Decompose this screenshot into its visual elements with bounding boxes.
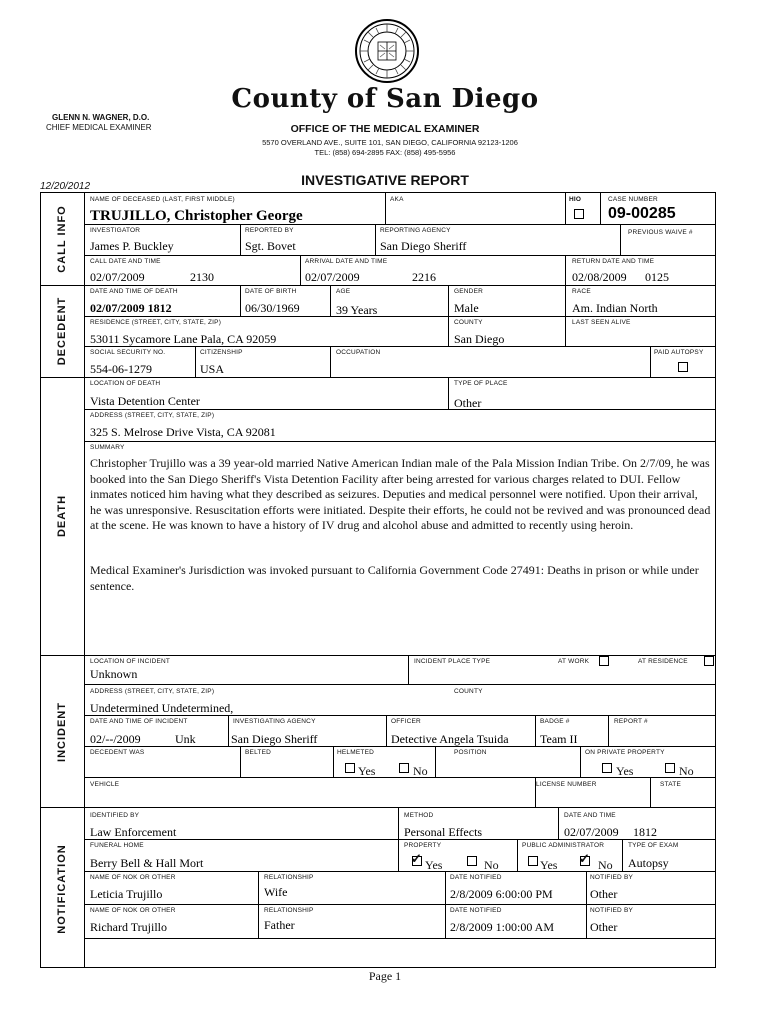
state-label: STATE bbox=[660, 781, 681, 788]
pa-no-check-mark: ✓ bbox=[579, 851, 590, 866]
death-address-value: 325 S. Melrose Drive Vista, CA 92081 bbox=[90, 425, 276, 439]
nok-2-date: 2/8/2009 1:00:00 AM bbox=[450, 920, 555, 934]
nok-1-label: NAME OF NOK OR OTHER bbox=[90, 874, 176, 881]
exam-type-value: Autopsy bbox=[628, 856, 669, 870]
row-line bbox=[84, 409, 716, 410]
section-decedent: DECEDENT bbox=[56, 296, 68, 366]
cell-line bbox=[408, 655, 409, 684]
row-line bbox=[84, 938, 716, 939]
section-incident: INCIDENT bbox=[56, 702, 68, 762]
cell-line bbox=[435, 746, 436, 777]
funeral-home-label: FUNERAL HOME bbox=[90, 842, 144, 849]
cell-line bbox=[558, 807, 559, 839]
gender-label: GENDER bbox=[454, 288, 484, 295]
incident-place-type-label: INCIDENT PLACE TYPE bbox=[414, 658, 491, 665]
hio-checkbox[interactable] bbox=[574, 209, 584, 219]
summary-label: SUMMARY bbox=[90, 444, 125, 451]
hio-label: HIO bbox=[569, 196, 582, 203]
public-administrator-label: PUBLIC ADMINISTRATOR bbox=[522, 842, 605, 849]
investigating-agency-label: INVESTIGATING AGENCY bbox=[233, 718, 316, 725]
race-value: Am. Indian North bbox=[572, 301, 658, 315]
cell-line bbox=[240, 746, 241, 777]
nok-1-date-label: DATE NOTIFIED bbox=[450, 874, 502, 881]
call-date: 02/07/2009 bbox=[90, 270, 145, 284]
position-label: POSITION bbox=[454, 749, 487, 756]
cell-line bbox=[620, 224, 621, 255]
license-label: LICENSE NUMBER bbox=[536, 781, 597, 788]
belted-label: BELTED bbox=[245, 749, 272, 756]
at-work-label: AT WORK bbox=[558, 658, 590, 665]
gender-value: Male bbox=[454, 301, 479, 315]
page-number: Page 1 bbox=[368, 969, 402, 983]
incident-time: Unk bbox=[175, 732, 196, 746]
summary-paragraph-1: Christopher Trujillo was a 39 year-old married Native American Indian male of the Pala Mission Indian Tribe. On 2/7/09, he was booked into the San Diego Sheriff's Vista Detention Facility after being arrested for various charges related to DUI. Fellow inmates noticed him having what they described as seizures. Deputies and medical personnel were notified. Upon their arrival, he was unresponsive. Resuscitation efforts were initiated. Despite their efforts, he could not be revived and was pronounced dead at the scene. He was known to have a history of IV drug and alcohol abuse and admitted to recently using heroin. bbox=[90, 456, 711, 532]
last-seen-label: LAST SEEN ALIVE bbox=[572, 319, 631, 326]
cell-line bbox=[650, 346, 651, 377]
nok-1-by: Other bbox=[590, 887, 618, 901]
section-divider bbox=[84, 192, 85, 968]
pa-yes-text: Yes bbox=[540, 858, 558, 872]
private-property-no-text: No bbox=[679, 764, 694, 778]
return-date: 02/08/2009 bbox=[572, 270, 627, 284]
cell-line bbox=[650, 777, 651, 807]
reporting-agency-label: REPORTING AGENCY bbox=[380, 227, 451, 234]
incident-address-value: Undetermined Undetermined, bbox=[90, 701, 234, 715]
cell-line bbox=[448, 377, 449, 409]
citizenship-value: USA bbox=[200, 362, 225, 376]
cell-line bbox=[517, 839, 518, 871]
aka-label: AKA bbox=[390, 196, 404, 203]
private-property-no-checkbox[interactable] bbox=[665, 763, 675, 773]
identified-by-label: IDENTIFIED BY bbox=[90, 812, 140, 819]
deceased-name: TRUJILLO, Christopher George bbox=[90, 208, 303, 224]
section-call-info: CALL INFO bbox=[56, 205, 68, 273]
nok-2-date-label: DATE NOTIFIED bbox=[450, 907, 502, 914]
cell-line bbox=[398, 807, 399, 839]
dob-label: DATE OF BIRTH bbox=[245, 288, 297, 295]
private-property-label: ON PRIVATE PROPERTY bbox=[585, 749, 665, 756]
county-label: COUNTY bbox=[454, 319, 483, 326]
method-value: Personal Effects bbox=[404, 825, 483, 839]
paid-autopsy-label: PAID AUTOPSY bbox=[654, 349, 704, 356]
county-title: County of San Diego bbox=[231, 84, 539, 114]
cell-line bbox=[565, 285, 566, 316]
cell-line bbox=[385, 192, 386, 224]
property-no-checkbox[interactable] bbox=[467, 856, 477, 866]
method-label: METHOD bbox=[404, 812, 434, 819]
helmeted-label: HELMETED bbox=[337, 749, 374, 756]
case-number-label: CASE NUMBER bbox=[608, 196, 658, 203]
cell-line bbox=[535, 715, 536, 746]
ssn-value: 554-06-1279 bbox=[90, 362, 152, 376]
residence-value: 53011 Sycamore Lane Pala, CA 92059 bbox=[90, 332, 277, 346]
at-residence-label: AT RESIDENCE bbox=[638, 658, 688, 665]
age-label: AGE bbox=[336, 288, 351, 295]
cell-line bbox=[565, 192, 566, 224]
office-title: OFFICE OF THE MEDICAL EXAMINER bbox=[290, 123, 480, 135]
nok-2-by: Other bbox=[590, 920, 618, 934]
cell-line bbox=[448, 285, 449, 316]
nok-1-by-label: NOTIFIED BY bbox=[590, 874, 634, 881]
age-value: 39 Years bbox=[336, 303, 378, 317]
print-date: 12/20/2012 bbox=[40, 181, 91, 192]
cell-line bbox=[608, 715, 609, 746]
cell-line bbox=[330, 346, 331, 377]
case-number: 09-00285 bbox=[608, 205, 676, 222]
section-notification: NOTIFICATION bbox=[56, 844, 68, 934]
row-line bbox=[84, 904, 716, 905]
helmeted-no-checkbox[interactable] bbox=[399, 763, 409, 773]
officer-label: OFFICER bbox=[391, 718, 421, 725]
pa-no-text: No bbox=[598, 858, 613, 872]
pa-yes-checkbox[interactable] bbox=[528, 856, 538, 866]
property-yes-text: Yes bbox=[425, 858, 443, 872]
cell-line bbox=[600, 192, 601, 224]
return-label: RETURN DATE AND TIME bbox=[572, 258, 655, 265]
nok-2-label: NAME OF NOK OR OTHER bbox=[90, 907, 176, 914]
section-line bbox=[40, 655, 716, 656]
nok-2-relationship-label: RELATIONSHIP bbox=[264, 907, 314, 914]
cell-line bbox=[565, 316, 566, 346]
nok-1-relationship: Wife bbox=[264, 885, 288, 899]
property-label: PROPERTY bbox=[404, 842, 442, 849]
call-time: 2130 bbox=[190, 270, 214, 284]
row-line bbox=[84, 346, 716, 347]
cell-line bbox=[622, 839, 623, 871]
property-no-text: No bbox=[484, 858, 499, 872]
cell-line bbox=[228, 715, 229, 746]
row-line bbox=[84, 684, 716, 685]
row-line bbox=[84, 255, 716, 256]
reported-by-value: Sgt. Bovet bbox=[245, 239, 296, 253]
type-place-label: TYPE OF PLACE bbox=[454, 380, 508, 387]
nok-1-name: Leticia Trujillo bbox=[90, 887, 163, 901]
private-property-yes-text: Yes bbox=[616, 764, 634, 778]
report-number-label: REPORT # bbox=[614, 718, 648, 725]
section-line bbox=[40, 285, 716, 286]
office-address: 5570 OVERLAND AVE., SUITE 101, SAN DIEGO, CALIFORNIA 92123-1206 bbox=[262, 138, 518, 147]
examiner-name: GLENN N. WAGNER, D.O. bbox=[52, 113, 150, 122]
examiner-title: CHIEF MEDICAL EXAMINER bbox=[46, 123, 152, 132]
name-label: NAME OF DECEASED (LAST, FIRST MIDDLE) bbox=[90, 196, 235, 203]
exam-type-label: TYPE OF EXAM bbox=[628, 842, 679, 849]
nok-2-by-label: NOTIFIED BY bbox=[590, 907, 634, 914]
report-title: INVESTIGATIVE REPORT bbox=[301, 172, 469, 188]
summary-paragraph-2: Medical Examiner's Jurisdiction was invoked pursuant to California Government Code 27491: Deaths in prison or while under sentence. bbox=[90, 563, 699, 593]
badge-label: BADGE # bbox=[540, 718, 570, 725]
funeral-home-value: Berry Bell & Hall Mort bbox=[90, 856, 204, 870]
row-line bbox=[84, 715, 716, 716]
cell-line bbox=[333, 746, 334, 777]
reporting-agency-value: San Diego Sheriff bbox=[380, 239, 467, 253]
dob-value: 06/30/1969 bbox=[245, 301, 300, 315]
cell-line bbox=[448, 316, 449, 346]
nok-2-relationship: Father bbox=[264, 918, 295, 932]
citizenship-label: CITIZENSHIP bbox=[200, 349, 243, 356]
incident-date: 02/--/2009 bbox=[90, 732, 141, 746]
race-label: RACE bbox=[572, 288, 591, 295]
residence-label: RESIDENCE (STREET, CITY, STATE, ZIP) bbox=[90, 319, 222, 326]
at-work-checkbox[interactable] bbox=[599, 656, 609, 666]
cell-line bbox=[330, 285, 331, 316]
cell-line bbox=[386, 715, 387, 746]
row-line bbox=[84, 871, 716, 872]
row-line bbox=[84, 777, 716, 778]
row-line bbox=[84, 441, 716, 442]
incident-location-value: Unknown bbox=[90, 667, 138, 681]
call-dt-label: CALL DATE AND TIME bbox=[90, 258, 161, 265]
cell-line bbox=[195, 346, 196, 377]
identified-by-value: Law Enforcement bbox=[90, 825, 177, 839]
county-value: San Diego bbox=[454, 332, 505, 346]
office-phones: TEL: (858) 694-2895 FAX: (858) 495-5956 bbox=[314, 148, 456, 157]
section-line bbox=[40, 807, 716, 808]
investigator-label: INVESTIGATOR bbox=[90, 227, 141, 234]
occupation-label: OCCUPATION bbox=[336, 349, 381, 356]
nok-2-name: Richard Trujillo bbox=[90, 920, 168, 934]
death-dt-value: 02/07/2009 1812 bbox=[90, 301, 172, 315]
arrival-time: 2216 bbox=[412, 270, 436, 284]
paid-autopsy-checkbox[interactable] bbox=[678, 362, 688, 372]
officer-value: Detective Angela Tsuida bbox=[391, 732, 509, 746]
incident-location-label: LOCATION OF INCIDENT bbox=[90, 658, 171, 665]
nok-1-relationship-label: RELATIONSHIP bbox=[264, 874, 314, 881]
death-location-value: Vista Detention Center bbox=[90, 394, 200, 408]
section-line bbox=[40, 377, 716, 378]
cell-line bbox=[240, 224, 241, 255]
county-seal bbox=[354, 18, 420, 84]
row-line bbox=[84, 746, 716, 747]
cell-line bbox=[240, 285, 241, 316]
cell-line bbox=[580, 746, 581, 777]
ssn-label: SOCIAL SECURITY NO. bbox=[90, 349, 166, 356]
cell-line bbox=[375, 224, 376, 255]
id-date: 02/07/2009 bbox=[564, 825, 619, 839]
section-death: DEATH bbox=[56, 494, 68, 538]
row-line bbox=[84, 316, 716, 317]
helmeted-no-text: No bbox=[413, 764, 428, 778]
reported-by-label: REPORTED BY bbox=[245, 227, 294, 234]
helmeted-yes-checkbox[interactable] bbox=[345, 763, 355, 773]
cell-line bbox=[300, 255, 301, 285]
investigator-value: James P. Buckley bbox=[90, 239, 174, 253]
id-time: 1812 bbox=[633, 825, 657, 839]
cell-line bbox=[398, 839, 399, 871]
incident-county-label: COUNTY bbox=[454, 688, 483, 695]
death-address-label: ADDRESS (STREET, CITY, STATE, ZIP) bbox=[90, 412, 215, 419]
arrival-date: 02/07/2009 bbox=[305, 270, 360, 284]
helmeted-yes-text: Yes bbox=[358, 764, 376, 778]
cell-line bbox=[565, 255, 566, 285]
type-place-value: Other bbox=[454, 396, 482, 410]
investigating-agency-value: San Diego Sheriff bbox=[231, 732, 318, 746]
arrival-label: ARRIVAL DATE AND TIME bbox=[305, 258, 388, 265]
death-dt-label: DATE AND TIME OF DEATH bbox=[90, 288, 178, 295]
death-location-label: LOCATION OF DEATH bbox=[90, 380, 161, 387]
incident-dt-label: DATE AND TIME OF INCIDENT bbox=[90, 718, 188, 725]
vehicle-label: VEHICLE bbox=[90, 781, 120, 788]
previous-waive-label: PREVIOUS WAIVE # bbox=[628, 229, 693, 236]
badge-value: Team II bbox=[540, 732, 578, 746]
private-property-yes-checkbox[interactable] bbox=[602, 763, 612, 773]
nok-1-date: 2/8/2009 6:00:00 PM bbox=[450, 887, 553, 901]
at-residence-checkbox[interactable] bbox=[704, 656, 714, 666]
row-line bbox=[84, 224, 716, 225]
incident-address-label: ADDRESS (STREET, CITY, STATE, ZIP) bbox=[90, 688, 215, 695]
id-dt-label: DATE AND TIME bbox=[564, 812, 616, 819]
property-yes-check-mark: ✓ bbox=[411, 851, 422, 866]
decedent-was-label: DECEDENT WAS bbox=[90, 749, 145, 756]
return-time: 0125 bbox=[645, 270, 669, 284]
